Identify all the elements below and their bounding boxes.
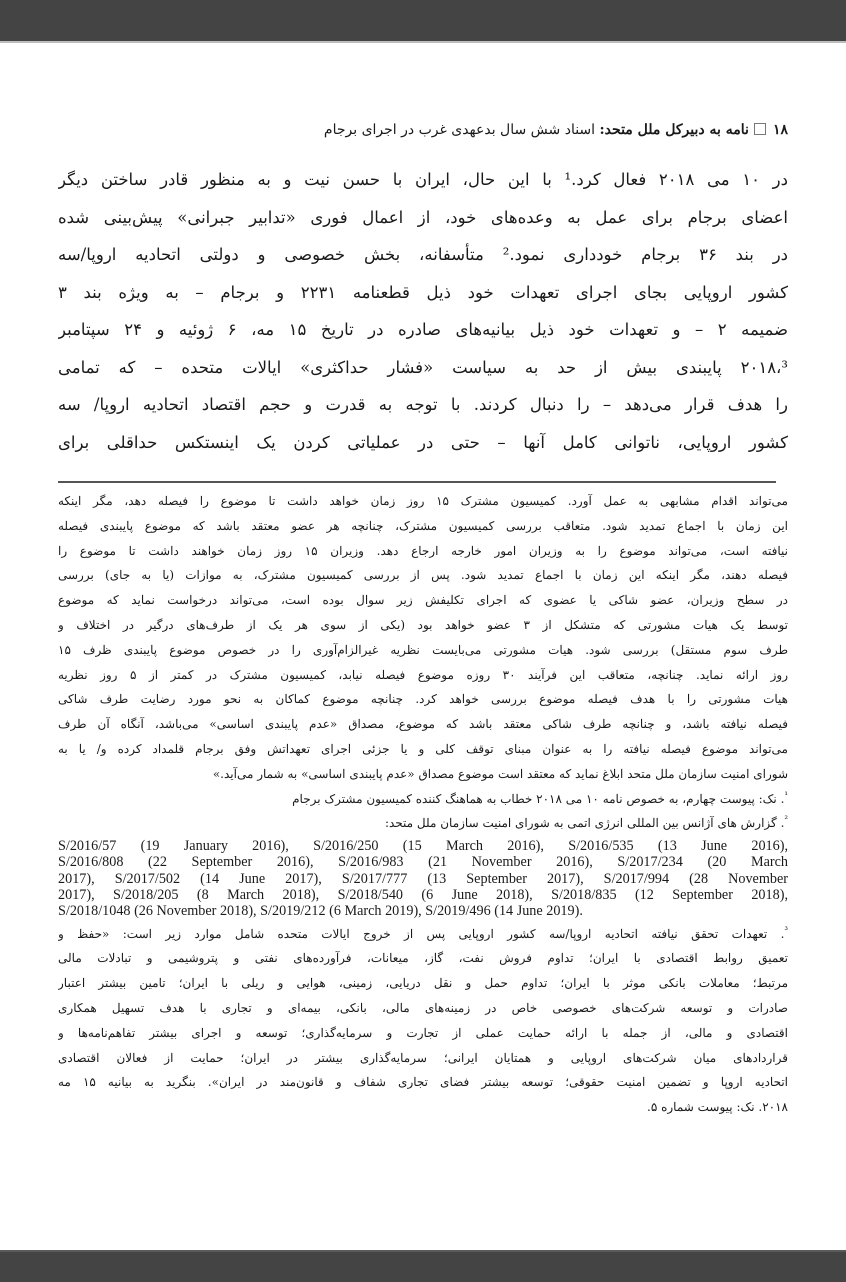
footnote-line: شورای امنیت سازمان ملل متحد ابلاغ نماید که معتقد است موضوع مصداق «عدم پایبندی اساسی» به شمار می‌آید.»	[212, 766, 788, 781]
footnote-line: فیصله نیافته باشد، و چنانچه طرف شاکی معتقد باشد که موضوع، مصداق «عدم پایبندی اساسی» می‌باشد، آنگاه آن طرف	[58, 717, 788, 732]
footnote-line: فیصله دهند، مگر اینکه این زمان با اجماع تمدید شود. پس از بررسی کمیسیون مشترک، به موازات (یا به جای) بررسی	[58, 568, 788, 583]
footnote-line: ۲۰۱۸. نک: پیوست شماره ۵.	[647, 1100, 788, 1115]
footnote-line: صادرات و توسعه شرکت‌های خصوصی خاص در زمینه‌های مالی، بانکی، بیمه‌ای و تجاری با هدف تسهیل همکاری	[58, 1001, 788, 1016]
body-line: در بند ۳۶ برجام خودداری نمود.² متأسفانه، بخش خصوصی و دولتی اتحادیه اروپا/سه	[58, 245, 788, 264]
footnote-text: . تعهدات تحقق نیافته اتحادیه اروپا/سه کشور اروپایی پس از خروج ایالات متحده شامل موارد زیر است: «حفظ و	[58, 926, 785, 941]
footnote-line: می‌تواند موضوع فیصله نیافته را به عنوان مبنای توقف کلی و یا جزئی اجرای تعهداتش وفق برجام قلمداد کرده و/ یا به	[58, 741, 788, 756]
footnote-line: توسط یک هیات مشورتی که متشکل از ۳ عضو خواهد بود (یکی از سوی هر یک از طرف‌های درگیر در اختلاف و	[58, 617, 788, 632]
footnote-3	[58, 922, 788, 1120]
body-line: در ۱۰ می ۲۰۱۸ فعال کرد.¹ با این حال، ایران با حسن نیت و به منظور قادر ساختن دیگر	[58, 170, 788, 189]
viewer-bottom-bar	[0, 1250, 846, 1282]
body-line: ۲۰۱۸،³ پایبندی بیش از حد به سیاست «فشار حداکثری» ایالات متحده – که تمامی	[58, 357, 788, 377]
footnote-line: اتحادیه اروپا و تضمین امنیت حقوقی؛ توسعه بیشتر فضای تجاری شفاف و قانون‌مند در ایران». بنگرید به بیانیه ۱۵ مه	[58, 1075, 788, 1090]
header-title-bold: نامه به دبیرکل ملل متحد:	[599, 122, 749, 138]
reference-line: 2017), S/2018/205 (8 March 2018), S/2018/540 (6 June 2018), S/2018/835 (12 September 2018),	[58, 887, 788, 904]
reference-line: S/2016/808 (22 September 2016), S/2016/983 (21 November 2016), S/2017/234 (20 March	[58, 854, 788, 871]
footnote-marker: ³	[784, 925, 788, 936]
footnote-line: مرتبط؛ معاملات بانکی موثر با ایران؛ تداوم حمل و نقل دریایی، زمینی، هوایی و ریلی با ایران؛ تامین بیشتر اعتبار	[58, 976, 788, 991]
reference-line: S/2018/1048 (26 November 2018), S/2019/212 (6 March 2019), S/2019/496 (14 June 2019).	[58, 903, 583, 920]
footnote-2	[58, 811, 788, 836]
footnote-line: روز ارائه نماید. چنانچه، متعاقب این فرآیند ۳۰ روزه موضوع فیصله نیابد، کمیسیون مشترک در کمتر از ۵ روز نظریه	[58, 667, 788, 682]
footnote-line: می‌تواند اقدام مشابهی به عمل آورد. کمیسیون مشترک ۱۵ روز زمان خواهد داشت تا موضوع را فیصله دهد، مگر اینکه	[58, 494, 788, 508]
footnote-line: اقتصادی و مالی، از جمله با ارائه حمایت عملی از تجارت و سرمایه‌گذاری؛ توسعه و اجرای بیشتر تفاهم‌نامه‌ها و	[58, 1025, 788, 1040]
page-number: ۱۸	[772, 122, 788, 138]
footnote-line: تعمیق روابط اقتصادی با ایران؛ تداوم فروش نفت، گاز، میعانات، فرآورده‌های نفتی و پتروشیمی و تبادلات مالی	[58, 951, 788, 966]
reference-line: 2017), S/2017/502 (14 June 2017), S/2017/777 (13 September 2017), S/2017/994 (28 November	[58, 870, 788, 887]
footnote-line: هیات مشورتی را با هدف فیصله موضوع بررسی خواهد کرد. چنانچه موضوع کماکان به نحو مورد رضایت طرف شاکی	[58, 692, 788, 707]
header-title-rest: اسناد شش سال بدعهدی غرب در اجرای برجام	[323, 122, 596, 138]
reference-line: S/2016/57 (19 January 2016), S/2016/250 (15 March 2016), S/2016/535 (13 June 2016),	[58, 838, 788, 855]
document-page	[58, 110, 788, 1120]
footnote-marker: ¹	[784, 790, 788, 801]
footnote-continuation	[58, 489, 788, 787]
footnotes-area	[58, 489, 788, 1120]
body-line: ضمیمه ۲ – و تعهدات خود ذیل بیانیه‌های صادره در تاریخ ۱۵ مه، ۶ ژوئیه و ۲۴ سپتامبر	[58, 320, 788, 339]
running-header	[58, 110, 788, 150]
footnote-marker: ²	[784, 815, 788, 826]
body-line: را هدف قرار می‌دهد – را دنبال کردند. با توجه به قدرت و حجم اقتصاد اتحادیه اروپا/ سه	[58, 395, 788, 414]
footnote-2-references	[58, 838, 788, 919]
viewer-top-bar	[0, 0, 846, 43]
footnote-text: . نک: پیوست چهارم، به خصوص نامه ۱۰ می ۲۰۱۸ خطاب به هماهنگ کننده کمیسیون مشترک برجام	[292, 791, 785, 806]
body-line: کشور اروپایی بجای اجرای تعهدات خود ذیل قطعنامه ۲۲۳۱ و برجام – به ویژه بند ۳	[58, 282, 788, 302]
footnote-line: نیافته است، می‌تواند موضوع را به وزیران امور خارجه ارجاع دهد. وزیران ۱۵ روز زمان خواهند داشت تا موضوع را	[58, 543, 788, 558]
body-line: اعضای برجام برای عمل به وعده‌های خود، از اعمال فوری «تدابیر جبرانی» پیش‌بینی شده	[58, 207, 788, 227]
footnote-line: در سطح وزیران، عضو شاکی یا عضوی که اجرای تکلیفش زیر سوال بوده است، می‌تواند درخواست نماید که موضوع	[58, 593, 788, 608]
footnote-line: طرف سوم مستقل) بررسی شود. هیات مشورتی می‌بایست نظریه غیرالزام‌آوری را در خصوص موضوع پایبندی ظرف ۱۵	[58, 642, 788, 657]
footnote-text: . گزارش های آژانس بین المللی انرژی اتمی به شورای امنیت سازمان ملل متحد:	[384, 816, 785, 831]
body-line: کشور اروپایی، ناتوانی کامل آنها – حتی در عملیاتی کردن یک اینستکس حداقلی برای	[58, 432, 788, 452]
footnote-line: قراردادهای میان شرکت‌های اروپایی و همتایان ایرانی؛ سرمایه‌گذاری بیشتر در ایران؛ حمایت از فعالان اقتصادی	[58, 1050, 788, 1065]
footnote-line: این زمان با اجماع تمدید شود. متعاقب بررسی کمیسیون مشترک، چنانچه هر عضو معتقد باشد که موضوع پایبندی فیصله	[58, 518, 788, 533]
footnote-separator	[58, 481, 776, 483]
square-bullet-icon	[754, 123, 766, 135]
footnote-1	[58, 787, 788, 812]
footnote-line	[58, 922, 788, 947]
body-paragraph	[58, 161, 788, 461]
